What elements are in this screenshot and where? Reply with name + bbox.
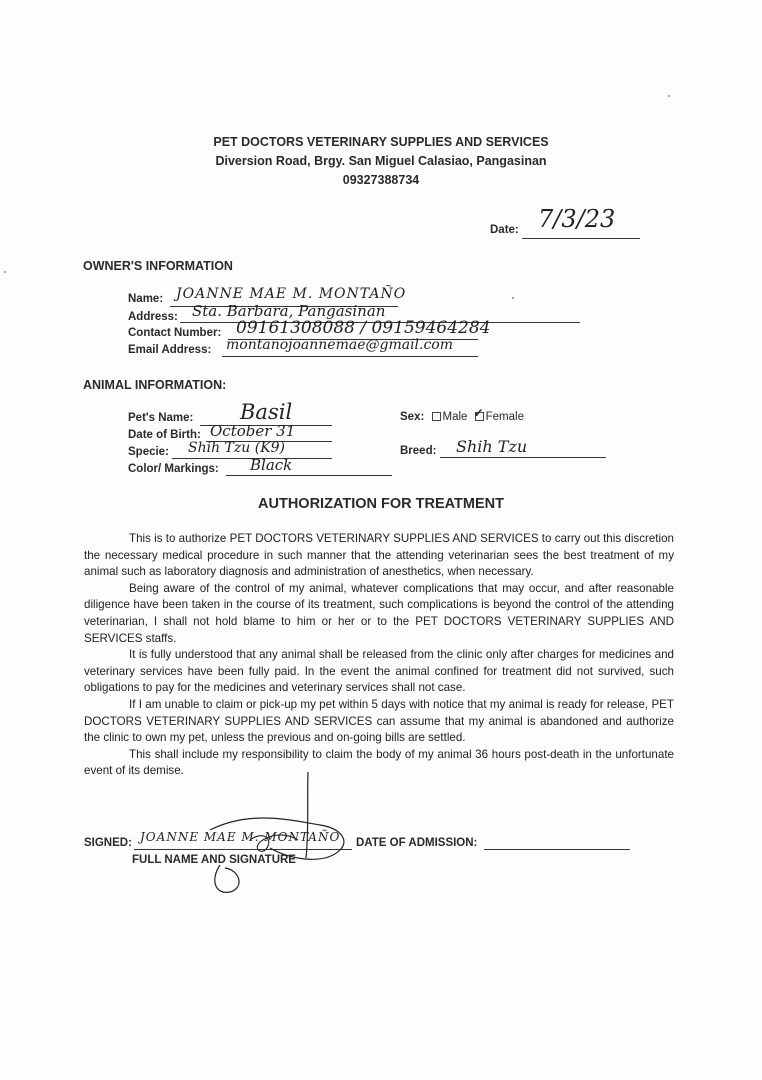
owner-email-value[interactable]: montanojoannemae@gmail.com: [226, 337, 454, 353]
owner-address-value[interactable]: Sta. Barbara, Pangasinan: [192, 302, 386, 320]
authorization-paragraph: Being aware of the control of my animal, whatever complications that may occur, and after reasonable diligence have been taken in the course of its treatment, such complications is beyond the control of the attending veterinarian, I shall not hold blame to him or her or to the PET DOCTORS VETERINARY SUPPLIES AND SERVICES staffs.: [84, 581, 674, 645]
specie-label: Specie:: [128, 446, 169, 458]
owner-contact-label: Contact Number:: [128, 327, 222, 339]
color-line: [226, 475, 392, 476]
date-line: [522, 238, 640, 239]
authorization-body: [84, 531, 674, 780]
scan-speck: [512, 297, 514, 299]
authorization-title: AUTHORIZATION FOR TREATMENT: [258, 496, 504, 512]
date-value[interactable]: 7/3/23: [538, 205, 616, 233]
business-phone: 09327388734: [342, 173, 420, 187]
handwritten-signature: [190, 770, 370, 900]
specie-value[interactable]: Shih Tzu (K9): [188, 440, 286, 456]
sex-female-checkbox[interactable]: [473, 406, 484, 421]
owner-name-label: Name:: [128, 293, 164, 305]
authorization-paragraph: It is fully understood that any animal shall be released from the clinic only after charges for medicines and veterinary services have been fully paid. In the event the animal confined for treatment did not survived, such obligations to pay for the medicines and veterinary services shall not case.: [84, 648, 674, 695]
owner-contact-value[interactable]: 09161308088 / 09159464284: [236, 318, 491, 338]
color-label: Color/ Markings:: [128, 463, 219, 475]
authorization-paragraph: This shall include my responsibility to claim the body of my animal 36 hours post-death in the unfortunate event of its demise.: [84, 747, 674, 778]
color-value[interactable]: Black: [250, 456, 293, 474]
scan-speck: [4, 271, 6, 273]
sex-field: [400, 406, 524, 423]
pet-name-value[interactable]: Basil: [240, 400, 293, 424]
owner-email-line: [222, 356, 478, 357]
admission-line: [484, 849, 630, 850]
sex-male-label: Male: [442, 411, 468, 423]
authorization-paragraph: This is to authorize PET DOCTORS VETERINARY SUPPLIES AND SERVICES to carry out this discretion the necessary medical procedure in such manner that the attending veterinarian sees the best treatment of my animal such as laboratory diagnosis and administration of anesthetics, when necessary.: [84, 532, 674, 579]
owner-section-title: OWNER'S INFORMATION: [83, 259, 233, 273]
admission-label: DATE OF ADMISSION:: [356, 837, 478, 849]
sex-male-checkbox[interactable]: [432, 412, 441, 421]
scan-speck: [668, 95, 670, 97]
sex-label: Sex:: [400, 411, 425, 423]
business-address: Diversion Road, Brgy. San Miguel Calasiao, Pangasinan: [215, 154, 547, 168]
owner-name-value[interactable]: JOANNE MAE M. MONTAÑO: [176, 286, 407, 302]
pet-name-label: Pet's Name:: [128, 412, 194, 424]
check-mark-icon: ✓: [473, 406, 484, 421]
owner-email-label: Email Address:: [128, 344, 212, 356]
signed-label: SIGNED:: [84, 837, 132, 849]
business-name: PET DOCTORS VETERINARY SUPPLIES AND SERVICES: [213, 135, 549, 149]
dob-label: Date of Birth:: [128, 429, 201, 441]
breed-label: Breed:: [400, 445, 437, 457]
breed-value[interactable]: Shih Tzu: [456, 437, 528, 456]
owner-address-label: Address:: [128, 311, 178, 323]
dob-value[interactable]: October 31: [210, 422, 296, 440]
sex-female-label: Female: [485, 411, 524, 423]
full-name-label: FULL NAME AND SIGNATURE: [132, 854, 296, 866]
breed-line: [440, 457, 606, 458]
authorization-paragraph: If I am unable to claim or pick-up my pet within 5 days with notice that my animal is ready for release, PET DOCTORS VETERINARY SUPPLIES AND SERVICES can assume that my animal is abandoned and authorize the clinic to own my pet, unless the previous and on-going bills are settled.: [84, 697, 674, 745]
signed-value[interactable]: JOANNE MAE M. MONTAÑO: [140, 830, 341, 844]
animal-section-title: ANIMAL INFORMATION:: [83, 378, 227, 392]
date-label: Date:: [490, 224, 519, 236]
